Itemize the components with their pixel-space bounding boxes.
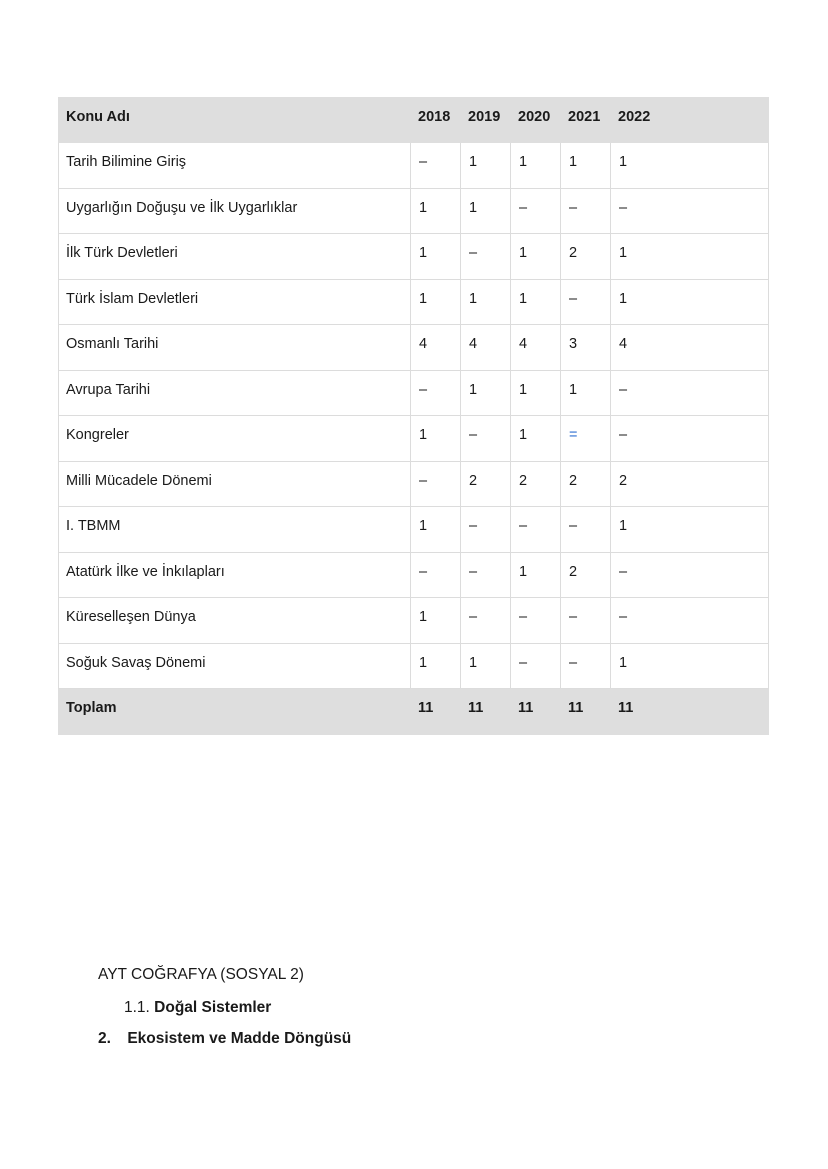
year-count-2019: 1 xyxy=(461,188,511,234)
outline-item-2 xyxy=(98,1030,351,1048)
table-row xyxy=(59,279,769,325)
topic-name: Kongreler xyxy=(59,416,411,462)
year-count-2020: – xyxy=(511,507,561,553)
year-count-2020: – xyxy=(511,598,561,644)
header-2019: 2019 xyxy=(461,98,511,143)
year-count-2021: – xyxy=(561,279,611,325)
year-count-2019: – xyxy=(461,416,511,462)
year-count-2021: 3 xyxy=(561,325,611,371)
header-2018: 2018 xyxy=(411,98,461,143)
topic-name: Avrupa Tarihi xyxy=(59,370,411,416)
year-count-2020: 1 xyxy=(511,552,561,598)
year-count-2019: – xyxy=(461,552,511,598)
year-count-2022: – xyxy=(611,370,769,416)
table-row xyxy=(59,461,769,507)
section-heading: AYT COĞRAFYA (SOSYAL 2) xyxy=(98,966,304,983)
year-count-2021[interactable]: = xyxy=(561,416,611,462)
total-2021: 11 xyxy=(561,689,611,735)
year-count-2021: – xyxy=(561,188,611,234)
year-count-2021: – xyxy=(561,507,611,553)
year-count-2019: 2 xyxy=(461,461,511,507)
year-count-2021: – xyxy=(561,643,611,689)
outline-item-1-title: Doğal Sistemler xyxy=(154,999,272,1016)
year-count-2021: 1 xyxy=(561,370,611,416)
header-topic: Konu Adı xyxy=(59,98,411,143)
table-row xyxy=(59,416,769,462)
year-count-2018: 1 xyxy=(411,643,461,689)
topic-name: Soğuk Savaş Dönemi xyxy=(59,643,411,689)
table-row xyxy=(59,188,769,234)
year-count-2019: 1 xyxy=(461,279,511,325)
year-count-2022: 1 xyxy=(611,507,769,553)
year-count-2018: 4 xyxy=(411,325,461,371)
table-row xyxy=(59,325,769,371)
year-count-2020: 4 xyxy=(511,325,561,371)
year-count-2019: – xyxy=(461,234,511,280)
table-row xyxy=(59,234,769,280)
year-count-2018: 1 xyxy=(411,598,461,644)
year-count-2022: 1 xyxy=(611,643,769,689)
year-count-2022: 2 xyxy=(611,461,769,507)
table-row xyxy=(59,143,769,189)
year-count-2018: 1 xyxy=(411,188,461,234)
year-count-2020: 1 xyxy=(511,234,561,280)
year-count-2019: 1 xyxy=(461,643,511,689)
year-count-2021: 1 xyxy=(561,143,611,189)
year-count-2018: – xyxy=(411,461,461,507)
year-count-2020: 1 xyxy=(511,143,561,189)
exam-topics-table xyxy=(58,97,769,735)
total-2018: 11 xyxy=(411,689,461,735)
table-row xyxy=(59,643,769,689)
year-count-2018: – xyxy=(411,370,461,416)
year-count-2020: 1 xyxy=(511,416,561,462)
header-2020: 2020 xyxy=(511,98,561,143)
topic-name: İlk Türk Devletleri xyxy=(59,234,411,280)
total-label: Toplam xyxy=(59,689,411,735)
total-2020: 11 xyxy=(511,689,561,735)
year-count-2022: 4 xyxy=(611,325,769,371)
year-count-2022: 1 xyxy=(611,143,769,189)
year-count-2021: – xyxy=(561,598,611,644)
year-count-2021: 2 xyxy=(561,552,611,598)
year-count-2019: 4 xyxy=(461,325,511,371)
year-count-2020: 2 xyxy=(511,461,561,507)
year-count-2021: 2 xyxy=(561,461,611,507)
total-2019: 11 xyxy=(461,689,511,735)
topic-name: Atatürk İlke ve İnkılapları xyxy=(59,552,411,598)
outline-item-2-title: Ekosistem ve Madde Döngüsü xyxy=(127,1030,352,1047)
table-total-row xyxy=(59,689,769,735)
table-row xyxy=(59,507,769,553)
year-count-2019: 1 xyxy=(461,370,511,416)
year-count-2022: – xyxy=(611,598,769,644)
outline-item-1-number: 1.1. xyxy=(124,999,150,1016)
topic-name: Milli Mücadele Dönemi xyxy=(59,461,411,507)
year-count-2022: – xyxy=(611,416,769,462)
year-count-2021: 2 xyxy=(561,234,611,280)
year-count-2019: – xyxy=(461,598,511,644)
year-count-2018: 1 xyxy=(411,279,461,325)
outline-item-1 xyxy=(124,999,271,1017)
header-2021: 2021 xyxy=(561,98,611,143)
topic-name: Uygarlığın Doğuşu ve İlk Uygarlıklar xyxy=(59,188,411,234)
topic-name: Tarih Bilimine Giriş xyxy=(59,143,411,189)
year-count-2022: 1 xyxy=(611,234,769,280)
table-row xyxy=(59,598,769,644)
year-count-2019: 1 xyxy=(461,143,511,189)
year-count-2022: – xyxy=(611,552,769,598)
table-row xyxy=(59,370,769,416)
year-count-2018: – xyxy=(411,552,461,598)
year-count-2020: – xyxy=(511,643,561,689)
year-count-2022: 1 xyxy=(611,279,769,325)
topic-name: Küreselleşen Dünya xyxy=(59,598,411,644)
total-2022: 11 xyxy=(611,689,769,735)
year-count-2018: – xyxy=(411,143,461,189)
year-count-2020: 1 xyxy=(511,370,561,416)
year-count-2018: 1 xyxy=(411,416,461,462)
outline-item-2-number: 2. xyxy=(98,1030,111,1047)
topic-name: Osmanlı Tarihi xyxy=(59,325,411,371)
topic-name: Türk İslam Devletleri xyxy=(59,279,411,325)
year-count-2019: – xyxy=(461,507,511,553)
topic-name: I. TBMM xyxy=(59,507,411,553)
table-header-row xyxy=(59,98,769,143)
year-count-2020: 1 xyxy=(511,279,561,325)
year-count-2018: 1 xyxy=(411,234,461,280)
year-count-2018: 1 xyxy=(411,507,461,553)
table-row xyxy=(59,552,769,598)
year-count-2020: – xyxy=(511,188,561,234)
year-count-2022: – xyxy=(611,188,769,234)
header-2022: 2022 xyxy=(611,98,769,143)
